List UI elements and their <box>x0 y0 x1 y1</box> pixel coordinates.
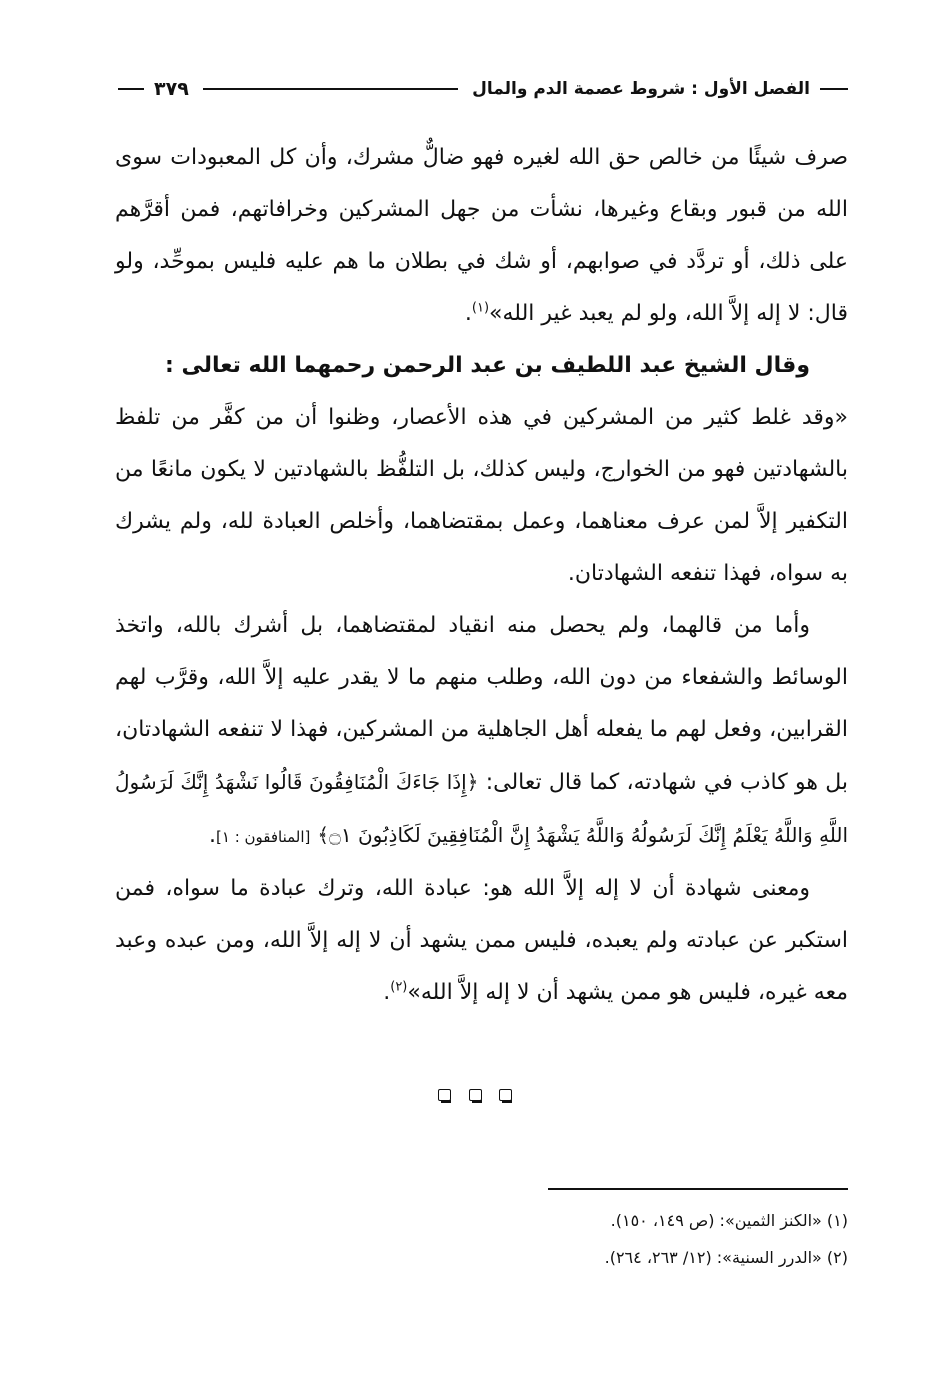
paragraph-2-heading: وقال الشيخ عبد اللطيف بن عبد الرحمن رحمهما الله تعالى : <box>164 353 810 378</box>
paragraph-1-text: صرف شيئًا من خالص حق الله لغيره فهو ضالٌّ مشرك، وأن كل المعبودات سوى الله من قبور وبقاع وغيرها، نشأت من جهل المشركين وخرافاتهم، فمن أقرَّهم على ذلك، أو تردَّد في صوابهم، أو شك في بطلان ما هم عليه فليس بموحِّد، ولو قال: لا إله إلاَّ الله، ولو لم يعبد غير الله» <box>115 145 848 326</box>
quran-verse: ﴿إِذَا جَاءَكَ الْمُنَافِقُونَ قَالُوا نَشْهَدُ إِنَّكَ لَرَسُولُ اللَّهِ وَاللَّهُ يَعْلَمُ إِنَّكَ لَرَسُولُهُ وَاللَّهُ يَشْهَدُ إِنَّ الْمُنَافِقِينَ لَكَاذِبُونَ ۝١﴾ <box>115 770 848 847</box>
separator-square-icon <box>469 1089 482 1101</box>
chapter-title: الفصل الأول : شروط عصمة الدم والمال <box>472 79 810 99</box>
footnote-2: (٢) «الدرر السنية»: (١٢/ ٢٦٣، ٢٦٤). <box>604 1248 848 1267</box>
header-rule <box>203 88 458 90</box>
paragraph-4-text: وأما من قالهما، ولم يحصل منه انقياد لمقتضاهما، بل أشرك بالله، واتخذ الوسائط والشفعاء من دون الله، وطلب منهم ما لا يقدر عليه إلاَّ الله، وقرَّب لهم القرابين، وفعل لهم ما يفعله أهل الجاهلية من المشركين، فهذا لا تنفعه الشهادتان، بل هو كاذب في شهادته، كما قال تعالى: <box>115 613 848 795</box>
footnotes <box>400 1202 848 1276</box>
paragraph-5-end: . <box>383 980 391 1005</box>
section-separator <box>0 1086 950 1105</box>
paragraph-3: «وقد غلط كثير من المشركين في هذه الأعصار، وظنوا أن من كفَّر من تلفظ بالشهادتين فهو من الخوارج، وليس كذلك، بل التلفُّظ بالشهادتين لا يكون مانعًا من التكفير إلاَّ لمن عرف معناهما، وعمل بمقتضاهما، وأخلص العبادة لله، ولم يشرك به سواه، فهذا تنفعه الشهادتان. <box>115 405 848 586</box>
main-text <box>115 132 848 1019</box>
footnote-rule <box>548 1188 848 1190</box>
separator-square-icon <box>438 1089 451 1101</box>
header-dash-left <box>118 88 144 90</box>
paragraph-1-end: . <box>464 301 472 326</box>
paragraph-1 <box>115 132 848 340</box>
footnote-marker-1: (١) <box>471 300 490 316</box>
page-number: ٣٧٩ <box>154 78 189 100</box>
paragraph-4 <box>115 600 848 863</box>
footnote-marker-2: (٢) <box>390 979 408 995</box>
separator-square-icon <box>499 1089 512 1101</box>
verse-reference: [المنافقون : ١] <box>216 828 311 846</box>
paragraph-4-end: . <box>209 823 216 848</box>
running-header <box>118 74 848 104</box>
paragraph-5 <box>115 863 848 1019</box>
footnote-1: (١) «الكنز الثمين»: (ص ١٤٩، ١٥٠). <box>610 1211 848 1230</box>
header-dash-right <box>820 88 848 90</box>
paragraph-5-text: ومعنى شهادة أن لا إله إلاَّ الله هو: عبادة الله، وترك عبادة ما سواه، فمن استكبر عن عبادته ولم يعبده، فليس ممن يشهد أن لا إله إلاَّ الله، ومن عبده وعبد معه غيره، فليس هو ممن يشهد أن لا إله إلاَّ الله» <box>115 876 848 1005</box>
